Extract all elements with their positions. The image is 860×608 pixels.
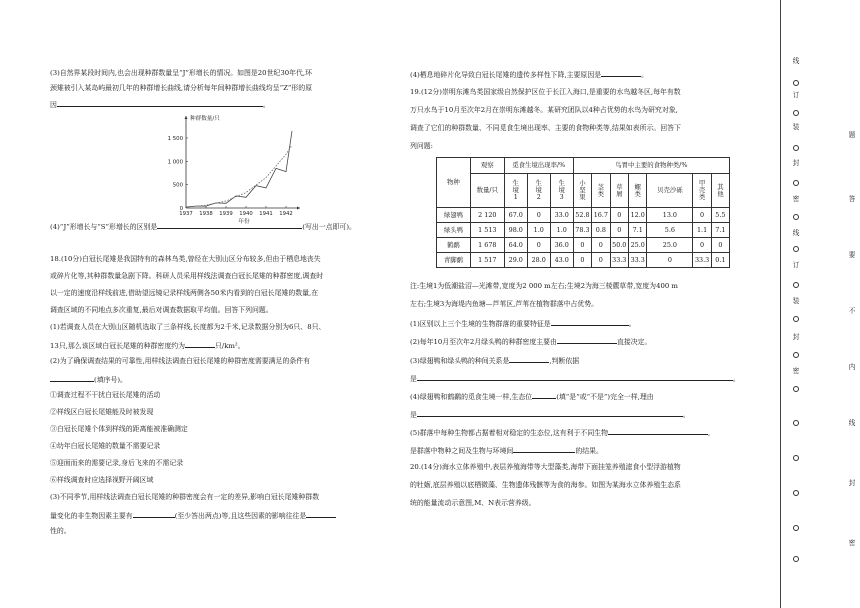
q18-option: ③白冠长尾雉个体到样线的距离能被准确测定 — [50, 425, 188, 433]
y-tick-label: 1 500 — [167, 136, 183, 142]
header-char: 1 — [513, 192, 518, 201]
header-char: 类 — [698, 192, 706, 201]
table-cell: 0 — [610, 208, 628, 223]
answer-blank[interactable] — [551, 319, 629, 326]
header-char: 生 — [512, 179, 519, 188]
table-header-row — [437, 174, 730, 208]
binding-hole-icon — [790, 316, 802, 324]
y-tick-label: 0 — [179, 206, 183, 212]
header-char: 草 — [616, 182, 623, 191]
header-char: 贝壳沙砾 — [657, 186, 683, 195]
q19-line2: 万只水鸟于10月至次年2月在崇明东滩越冬。某研究团队以4种占优势的水鸟为研究对象, — [410, 106, 678, 114]
binding-seal-char: 线 — [792, 57, 800, 65]
x-axis-arrow-icon — [297, 207, 300, 210]
binding-hole-icon — [790, 214, 802, 222]
table-cell: 0 — [527, 208, 550, 223]
table-cell: 7.1 — [628, 223, 646, 238]
binding-seal-char: 订 — [792, 261, 800, 269]
table-cell: 36.0 — [550, 238, 573, 253]
q19-5: (5)群落中每种生物都占据着相对稳定的生态位,这有利于不同生物 , — [410, 429, 711, 437]
table-cell: 12.0 — [628, 208, 646, 223]
table-cell: 0 — [592, 253, 610, 268]
population-growth-chart — [50, 110, 398, 225]
table-cell: 0.1 — [711, 253, 729, 268]
table-cell: 43.0 — [550, 253, 573, 268]
answer-blank[interactable] — [157, 222, 302, 229]
table-cell: 33.0 — [550, 208, 573, 223]
y-axis-label: 种群数量/只 — [190, 116, 220, 122]
table-cell: 50.0 — [610, 238, 628, 253]
header-char: 生 — [558, 179, 565, 188]
binding-hole-icon — [790, 386, 802, 394]
binding-column-seal — [790, 0, 802, 608]
table-header-cell — [550, 174, 573, 208]
q4-right-line: (4)栖息地碎片化导致白冠长尾雉的遗传多样性下降,主要原因是 。 — [410, 71, 648, 79]
table-row — [437, 253, 730, 268]
binding-warning-char: 题 — [848, 131, 856, 139]
answer-blank[interactable] — [601, 70, 641, 77]
table-cell: 5.5 — [711, 208, 729, 223]
x-axis-label: 年份 — [238, 219, 250, 225]
q19-line4: 列问题: — [410, 142, 433, 150]
binding-warning-char: 答 — [848, 195, 856, 203]
table-cell: 0 — [693, 208, 711, 223]
binding-hole-icon — [790, 556, 802, 564]
q19-4: (4)绿翅鸭和鹤鹬的觅食生境一样,生态位 (填“是”或“不是”)完全一样,理由 — [410, 393, 654, 401]
q18-line4: 调查区域的不同地点多次重复,最后对调查数据取平均值。回答下列问题。 — [50, 306, 273, 314]
table-cell: 64.0 — [504, 238, 527, 253]
header-char: 甲 — [698, 179, 706, 188]
q18-2-line2: (填序号)。 — [50, 375, 127, 384]
q20-line1: 20.(14分)海水立体养殖中,表层养殖海带等大型藻类,海带下面挂笼养殖滤食小型浮游植物 — [410, 463, 681, 471]
table-cell: 1 513 — [470, 223, 504, 238]
header-char: 境 — [512, 186, 519, 195]
note-line2: 左右;生境3为海堤内鱼塘—芦苇区,芦苇在植物群落中占优势。 — [410, 300, 599, 308]
q18-3-line1: (3)不同季节,用样线法调查白冠长尾雉的种群密度会有一定的差异,影响白冠长尾雉种群数 — [50, 493, 320, 501]
table-header-cell — [711, 174, 729, 208]
q19-3: (3)绿翅鸭和绿头鸭的种间关系是 ,判断依据 — [410, 357, 580, 365]
table-cell: 28.0 — [527, 253, 550, 268]
header-char: 果 — [579, 192, 586, 201]
binding-hole-icon — [790, 145, 802, 153]
y-tick-label: 1 000 — [167, 159, 183, 166]
note-line1: 注:生境1为低潮盐沼—光滩带,宽度为2 000 m左右;生境2为海三棱藨草带,宽度为400 m — [410, 282, 678, 290]
table-cell: 1.0 — [550, 223, 573, 238]
header-habitat: 觅食生境出现率/% — [504, 158, 573, 174]
q18-line1: 18.(10分)白冠长尾雉是我国特有的森林鸟类,曾经在大别山区分布较多,但由于栖息地丧失 — [50, 255, 321, 263]
x-tick-label: 1938 — [199, 211, 213, 217]
header-char: 2 — [536, 192, 541, 201]
header-char: 小 — [579, 179, 586, 188]
binding-hole-icon — [790, 246, 802, 254]
table-cell: 0 — [647, 253, 693, 268]
table-cell: 1 517 — [470, 253, 504, 268]
binding-seal-char: 订 — [792, 91, 800, 99]
table-cell: 13.0 — [647, 208, 693, 223]
table-cell: 7.1 — [711, 223, 729, 238]
binding-hole-icon — [790, 352, 802, 360]
header-char: 茎 — [597, 182, 605, 191]
q18-option: ⑤迎面而来的需要记录,身后飞来的不需记录 — [50, 459, 184, 467]
binding-hole-icon — [790, 490, 802, 498]
table-row — [437, 223, 730, 238]
table-cell: 0.8 — [592, 223, 610, 238]
binding-warning-char: 要 — [848, 251, 856, 259]
binding-seal-char: 装 — [792, 297, 800, 305]
q19-1: (1)区别以上三个生境的生物群落的重要特征是 。 — [410, 320, 636, 328]
table-cell: 25.0 — [628, 238, 646, 253]
table-cell: 2 120 — [470, 208, 504, 223]
table-cell: 29.0 — [504, 253, 527, 268]
header-species: 物种 — [437, 158, 471, 208]
binding-warning-char: 封 — [848, 479, 856, 487]
q18-option: ②样线区白冠长尾雉能及时被发现 — [50, 408, 154, 416]
q19-3b: 是 。 — [410, 375, 740, 383]
table-cell: 33.3 — [628, 253, 646, 268]
header-char: 坚 — [579, 186, 586, 195]
table-cell: 0 — [711, 238, 729, 253]
table-cell: 0 — [610, 223, 628, 238]
table-cell: 1.0 — [527, 223, 550, 238]
q3-line2: 颈雉被引入某岛屿最初几年的种群增长曲线,请分析每年间种群增长曲线均呈“Z”形的原 — [50, 84, 313, 92]
table-header-cell — [592, 174, 610, 208]
binding-column-warning — [846, 0, 858, 608]
q18-option: ①调查过程不干扰白冠长尾雉的活动 — [50, 391, 161, 399]
table-cell: 绿翅鸭 — [437, 208, 471, 223]
table-cell: 67.0 — [504, 208, 527, 223]
q3-line1: (3)自然界某段时间内,也会出现种群数量呈“J”形增长的情况。如图是20世纪30年代,环 — [50, 69, 312, 77]
q19-4b: 是 。 — [410, 411, 690, 419]
header-observation: 观察 — [470, 158, 504, 174]
table-header-cell — [504, 174, 527, 208]
table-cell: 52.8 — [573, 208, 591, 223]
table-cell: 鹤鹬 — [437, 238, 471, 253]
binding-seal-char: 线 — [792, 229, 800, 237]
table-cell: 5.6 — [647, 223, 693, 238]
table-cell: 0 — [573, 253, 591, 268]
binding-seal-char: 密 — [792, 195, 800, 203]
binding-hole-icon — [790, 110, 802, 118]
answer-blank[interactable] — [557, 337, 617, 344]
answer-blank[interactable] — [306, 511, 336, 518]
table-header-cell — [647, 174, 693, 208]
q19-line3: 调查了它们的种群数量、不同觅食生境出现率、主要的食物种类等,结果如表所示。回答下 — [410, 124, 681, 132]
q3-line3: 因 。 — [50, 101, 270, 109]
header-char: 屑 — [616, 189, 623, 198]
q18-line2: 或碎片化等,其种群数量急剧下降。科研人员采用样线法调查白冠长尾雉的种群密度,调查时 — [50, 272, 324, 280]
header-char: 境 — [535, 186, 542, 195]
q18-line3: 以一定的速度沿样线前进,借助望远镜记录样线两侧各50米内看到的白冠长尾雉的数量,在 — [50, 289, 319, 297]
header-char: 境 — [558, 186, 565, 195]
x-tick-label: 1942 — [279, 211, 293, 217]
header-char: 生 — [535, 179, 542, 188]
answer-blank[interactable] — [513, 446, 575, 453]
q18-1-line2: 13只,那么该区域白冠长尾雉的种群密度约为 只/km²。 — [50, 342, 245, 350]
binding-hole-icon — [790, 282, 802, 290]
q20-line3: 统的能量流动示意图,M、N表示营养级。 — [410, 499, 536, 507]
series-trend-line — [186, 145, 292, 207]
table-cell: 1 678 — [470, 238, 504, 253]
binding-warning-char: 不 — [848, 307, 856, 315]
binding-warning-char: 内 — [848, 363, 856, 371]
header-char: 类 — [597, 189, 605, 198]
table-cell: 0 — [693, 238, 711, 253]
table-row — [437, 208, 730, 223]
answer-blank[interactable] — [185, 341, 215, 348]
table-cell: 33.3 — [610, 253, 628, 268]
table-cell: 0 — [592, 238, 610, 253]
table-cell: 33.3 — [693, 253, 711, 268]
table-cell: 青脚鹬 — [437, 253, 471, 268]
answer-blank[interactable] — [57, 100, 263, 107]
q19-line1: 19.(12分)崇明东滩鸟类国家级自然保护区位于长江入海口,是重要的水鸟越冬区,每年有数 — [410, 88, 681, 96]
q18-3-line3: 性的。 — [50, 527, 71, 535]
table-header-cell — [610, 174, 628, 208]
q4-line: (4)“J”形增长与“S”形增长的区别是 (写出一点即可)。 — [50, 223, 356, 231]
x-tick-label: 1937 — [179, 211, 193, 217]
binding-line — [780, 0, 781, 608]
header-count: 数量/只 — [470, 174, 504, 208]
y-tick-label: 500 — [172, 182, 183, 189]
table-header-cell — [527, 174, 550, 208]
q18-2-line1: (2)为了确保调查结果的可靠性,用样线法调查白冠长尾雉的种群密度需要满足的条件有 — [50, 357, 311, 365]
x-tick-label: 1941 — [259, 211, 273, 217]
table-row — [437, 238, 730, 253]
q18-3-line2: 量变化的非生物因素主要有 (至少答出两点)等,且这些因素的影响往往是 — [50, 511, 336, 520]
header-char: 类 — [634, 189, 641, 198]
table-header-cell — [628, 174, 646, 208]
waterbird-table — [436, 157, 730, 268]
table-cell: 78.3 — [573, 223, 591, 238]
chart-svg — [50, 110, 398, 225]
x-tick-label: 1940 — [239, 211, 253, 217]
answer-blank[interactable] — [133, 511, 175, 518]
q18-1-line1: (1)若调查人员在大别山区随机选取了三条样线,长度都为2千米,记录数据分别为6只、8只、 — [50, 323, 326, 331]
binding-margin — [772, 0, 860, 608]
binding-warning-char: 密 — [848, 539, 856, 547]
answer-blank[interactable] — [50, 375, 94, 382]
y-axis-arrow-icon — [185, 116, 188, 119]
q19-5b: 是群落中物种之间及生物与环境间 的结果。 — [410, 447, 603, 455]
header-char: 其 — [717, 182, 724, 191]
binding-seal-char: 密 — [792, 367, 800, 375]
answer-blank[interactable] — [509, 356, 549, 363]
table-cell: 1.1 — [693, 223, 711, 238]
table-header-cell — [693, 174, 711, 208]
answer-blank[interactable] — [532, 392, 556, 399]
table-header-cell — [573, 174, 591, 208]
answer-blank[interactable] — [608, 428, 708, 435]
table-cell: 0 — [527, 238, 550, 253]
table-cell: 0 — [573, 238, 591, 253]
binding-hole-icon — [790, 80, 802, 88]
binding-seal-char: 封 — [792, 159, 800, 167]
binding-hole-icon — [790, 420, 802, 428]
q20-line2: 的牡蛎,底层养殖以底栖微藻、生物遗体残骸等为食的海参。如图为某海水立体养殖生态系 — [410, 481, 681, 489]
table-cell: 98.0 — [504, 223, 527, 238]
table-cell: 16.7 — [592, 208, 610, 223]
binding-warning-char: 线 — [848, 419, 856, 427]
binding-hole-icon — [790, 455, 802, 463]
answer-blank[interactable] — [417, 410, 683, 417]
header-char: 3 — [559, 192, 564, 201]
q18-option: ⑥样线调查时应选择视野开阔区域 — [50, 476, 154, 484]
table-cell: 绿头鸭 — [437, 223, 471, 238]
binding-seal-char: 装 — [792, 123, 800, 131]
x-tick-label: 1939 — [219, 211, 233, 217]
header-char: 壳 — [698, 186, 706, 195]
binding-hole-icon — [790, 180, 802, 188]
binding-hole-icon — [790, 525, 802, 533]
q18-option: ④幼年白冠长尾雉的数量不需要记录 — [50, 442, 161, 450]
table-header-row — [437, 158, 730, 174]
header-char: 他 — [717, 189, 724, 198]
header-char: 螺 — [634, 182, 641, 191]
binding-seal-char: 封 — [792, 333, 800, 341]
table-cell: 25.0 — [647, 238, 693, 253]
answer-blank[interactable] — [417, 374, 733, 381]
header-food: 鸟胃中主要的食物种类/% — [573, 158, 729, 174]
q19-2: (2)每年10月至次年2月绿头鸭的种群密度主要由 直接决定。 — [410, 338, 652, 346]
